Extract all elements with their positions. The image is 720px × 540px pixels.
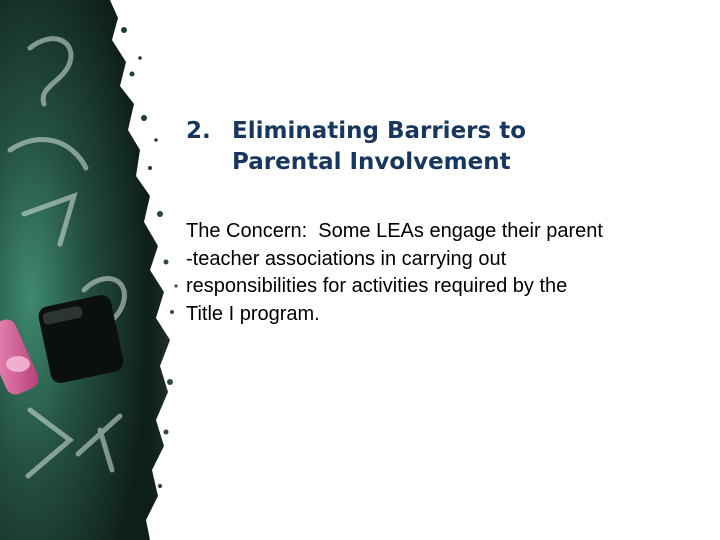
chalkboard-area (0, 0, 170, 540)
title-line-1 (186, 116, 686, 147)
body-line-1: The Concern: Some LEAs engage their parent (186, 220, 603, 242)
title-line-2 (186, 147, 686, 178)
slide-title (186, 116, 686, 178)
body-line-4: Title I program. (186, 302, 320, 325)
title-text-line-1: Eliminating Barriers to (232, 118, 527, 144)
title-number: 2. (186, 118, 211, 144)
body-line-3: responsibilities for activities required by the (186, 275, 568, 297)
body-line-2: -teacher associations in carrying out (186, 247, 507, 270)
title-text-line-2: Parental Involvement (232, 149, 511, 175)
slide-body (186, 218, 706, 328)
